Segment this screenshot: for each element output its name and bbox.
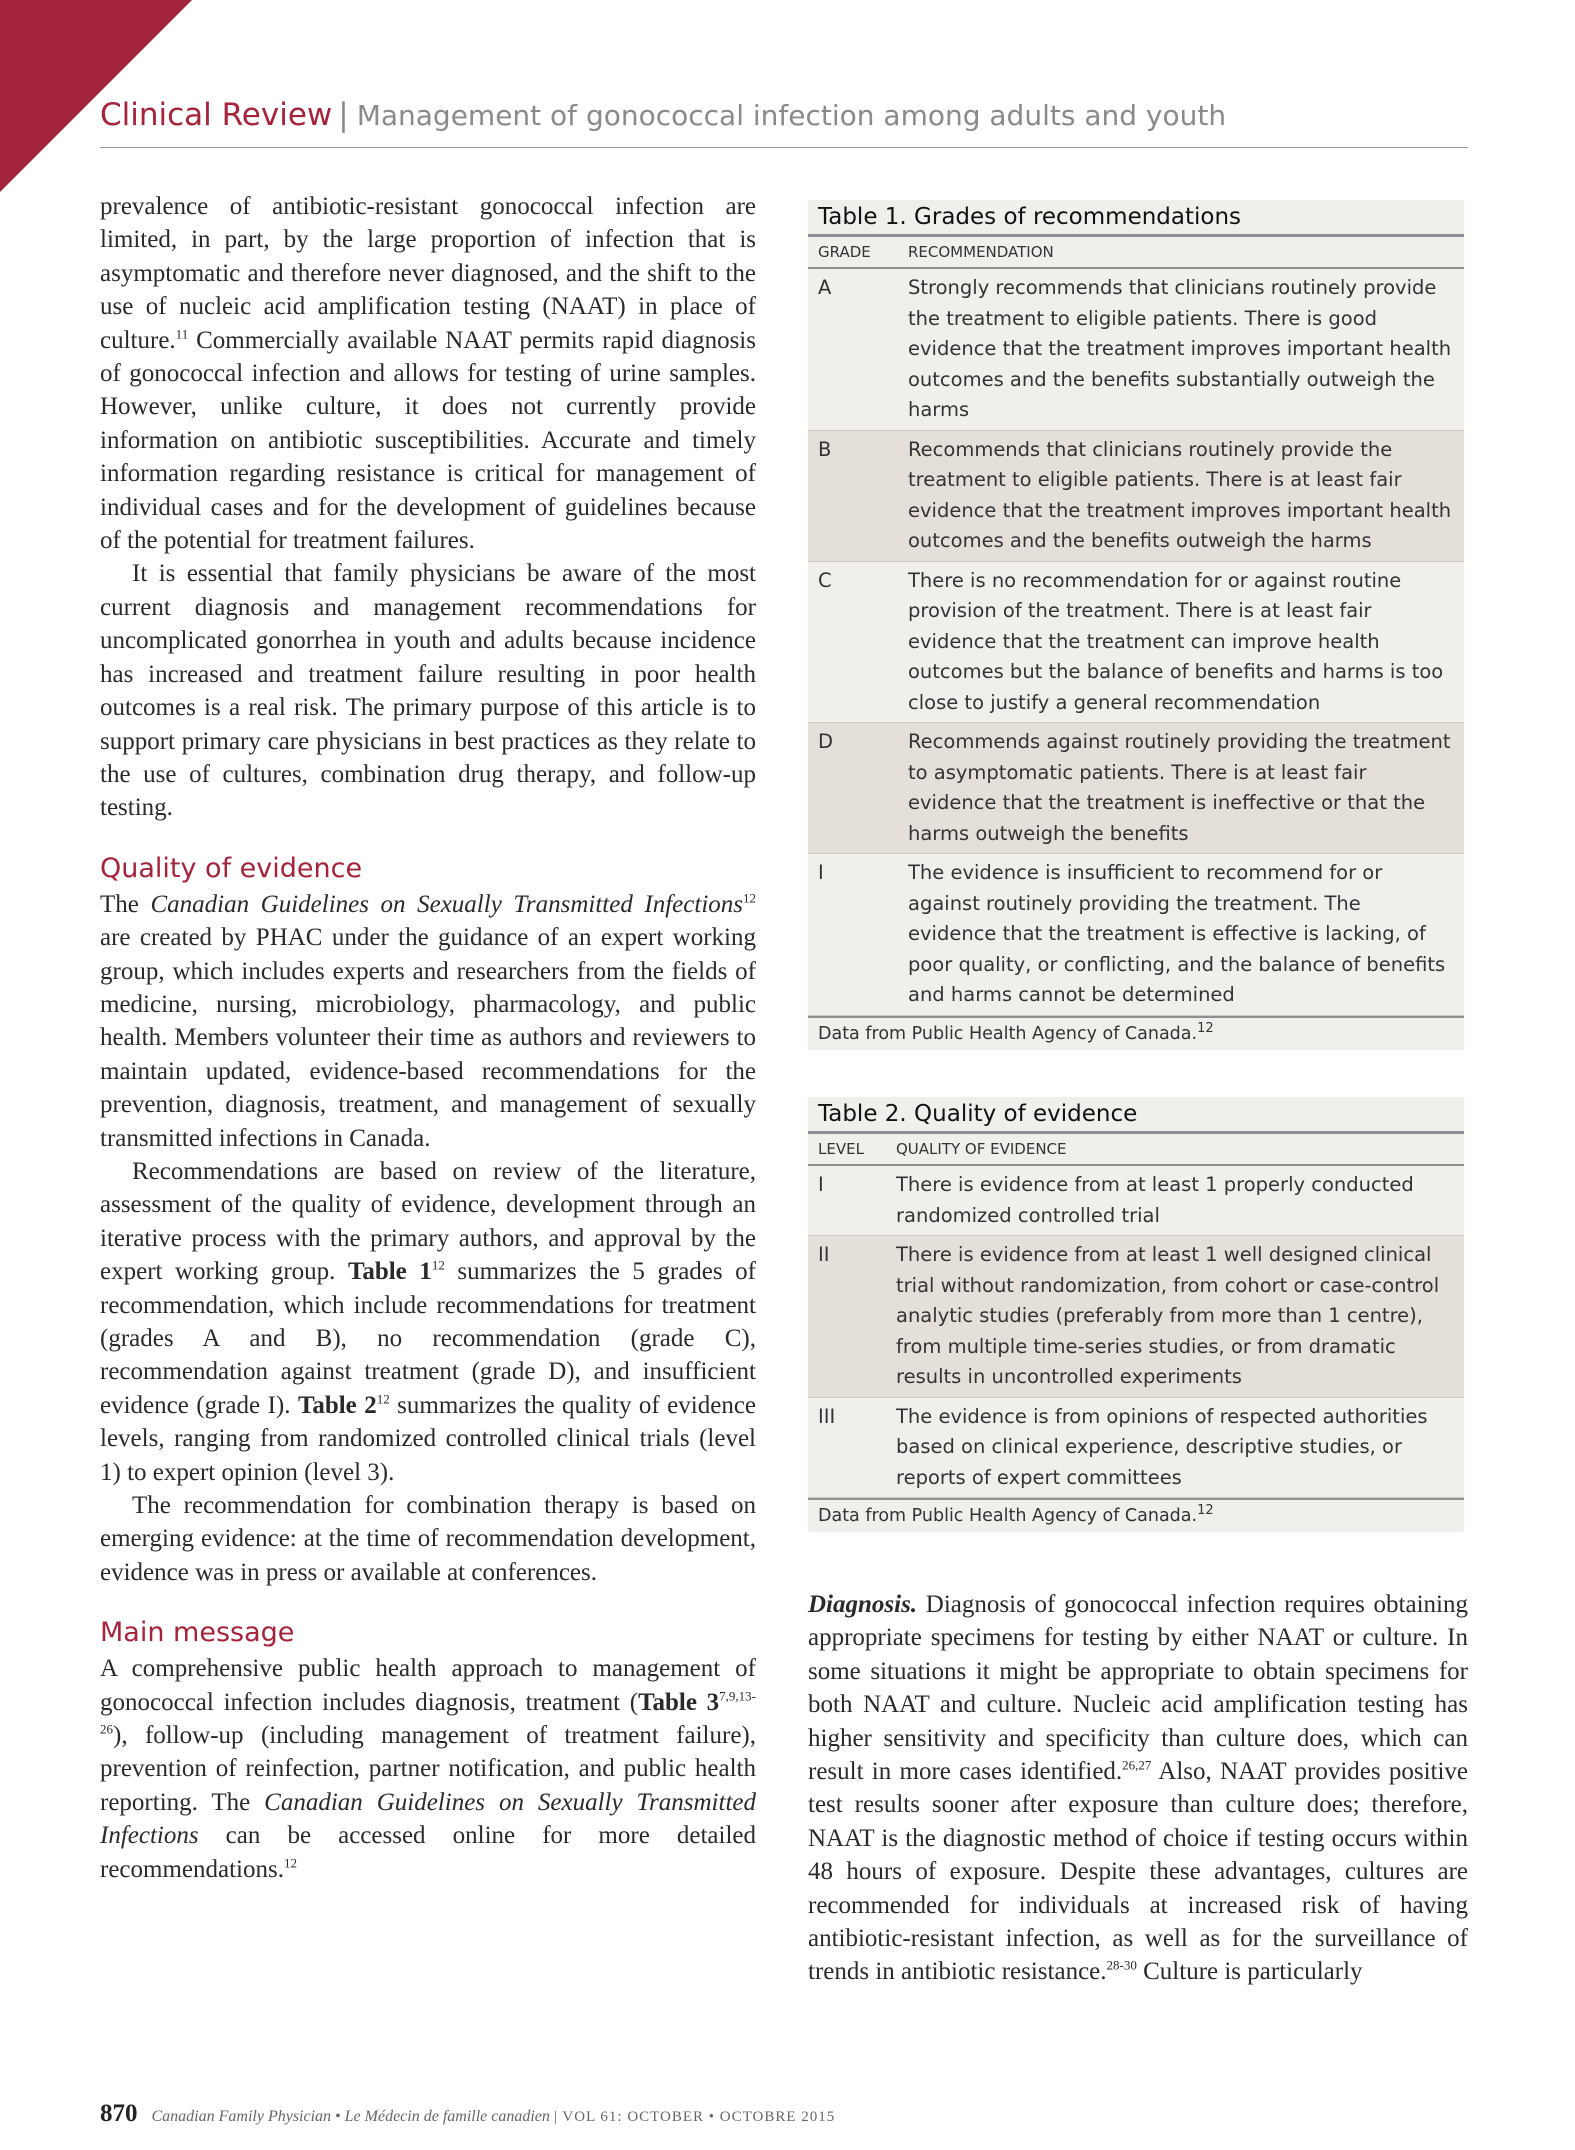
table1-header-row (808, 237, 1464, 269)
article-title: Management of gonococcal infection among adults and youth (356, 99, 1227, 132)
paragraph-diagnosis: Diagnosis. Diagnosis of gonococcal infection requires obtaining appropriate specimens for testing by either NAAT or culture. In some situations it might be appropriate to obtain specimens for both NAAT and culture. Nucleic acid amplification testing has higher sensitivity and specificity than culture does, which can result in more cases identified.$^{26,27}$ Also, NAAT provides positive test results sooner after exposure than culture does; therefore, NAAT is the diagnostic method of choice if testing occurs within 48 hours of exposure. Despite these advantages, cultures are recommended for individuals at increased risk of having antibiotic-resistant infection, as well as for the surveillance of trends in antibiotic resistance.$^{28-30}$ Culture is particularly (808, 1591, 1468, 1986)
diagnosis-run-in-heading: Diagnosis. (808, 1591, 918, 1618)
paragraph-guidelines: The Canadian Guidelines on Sexually Transmitted Infections$^{12}$ are created by PHAC under the guidance of an expert working group, which includes experts and researchers from the fields of medicine, nursing, microbiology, pharmacology, and public health. Members volunteer their time as authors and reviewers to maintain updated, evidence-based recommendations for the prevention, diagnosis, treatment, and management of sexually transmitted infections in Canada. (100, 890, 756, 1152)
table1-reference-link[interactable]: Table 1 (347, 1258, 432, 1286)
volume-info: | VOL 61: OCTOBER • OCTOBRE 2015 (553, 2109, 836, 2125)
table3-reference-link[interactable]: Table 3 (638, 1688, 720, 1716)
table2-col-quality: QUALITY OF EVIDENCE (896, 1140, 1067, 1158)
table-row: B Recommends that clinicians routinely provide the treatment to eligible patients. There is at least fair evidence that the treatment improves important health outcomes and the benefits outweigh the harms (808, 431, 1464, 562)
table2-source-note: Data from Public Health Agency of Canada.$^{12}$ (808, 1498, 1464, 1532)
paragraph-recommendations: Recommendations are based on review of the literature, assessment of the quality of evidence, development through an iterative process with the primary authors, and approval by the expert working group. Table 1$^{12}$ summarizes the 5 grades of recommendation, which include recommendations for treatment (grades A and B), no recommendation (grade C), recommendation against treatment (grade D), and insufficient evidence (grade I). Table 2$^{12}$ summarizes the quality of evidence levels, ranging from randomized controlled clinical trials (level 1) to expert opinion (level 3). (100, 1157, 757, 1486)
right-column-text (808, 1588, 1468, 1989)
table1-col-grade: GRADE (818, 243, 871, 261)
table2-header-row (808, 1134, 1464, 1166)
heading-quality-of-evidence: Quality of evidence (100, 852, 363, 884)
table2-reference-link[interactable]: Table 2 (297, 1391, 377, 1419)
table-row: II There is evidence from at least 1 well designed clinical trial without randomization, from cohort or case-control analytic studies (preferably from more than 1 centre), from multiple time-series studies, or from dramatic results in uncontrolled experiments (808, 1236, 1464, 1398)
left-column (100, 190, 756, 1886)
section-label: Clinical Review (100, 97, 333, 133)
page-footer (100, 2100, 835, 2128)
running-header (100, 97, 1468, 148)
table-row: C There is no recommendation for or against routine provision of the treatment. There is at least fair evidence that the treatment can improve health outcomes but the balance of benefits and harms is too close to justify a general recommendation (808, 562, 1464, 724)
heading-main-message: Main message (100, 1617, 295, 1649)
table2-caption: Table 2. Quality of evidence (808, 1097, 1464, 1134)
page-number: 870 (100, 2100, 138, 2127)
table-row: I There is evidence from at least 1 properly conducted randomized controlled trial (808, 1166, 1464, 1236)
paragraph-purpose: It is essential that family physicians be aware of the most current diagnosis and management recommendations for uncomplicated gonorrhea in youth and adults because incidence has increased and treatment failure resulting in poor health outcomes is a real risk. The primary purpose of this article is to support primary care physicians in best practices as they relate to the use of cultures, combination drug therapy, and follow-up testing. (100, 560, 756, 822)
table-row: A Strongly recommends that clinicians routinely provide the treatment to eligible patients. There is good evidence that the treatment improves important health outcomes and the benefits substantially outweigh the harms (808, 269, 1464, 431)
table-quality-of-evidence (808, 1097, 1464, 1532)
table2-col-level: LEVEL (818, 1140, 864, 1158)
paragraph-combination-therapy: The recommendation for combination therapy is based on emerging evidence: at the time of recommendation development, evidence was in press or available at conferences. (100, 1492, 756, 1586)
journal-name: Canadian Family Physician • Le Médecin de famille canadien (151, 2108, 550, 2125)
table-row: III The evidence is from opinions of respected authorities based on clinical experience, descriptive studies, or reports of expert committees (808, 1398, 1464, 1499)
header-separator: | (338, 97, 349, 133)
table1-col-recommendation: RECOMMENDATION (908, 243, 1054, 261)
table-row: I The evidence is insufficient to recommend for or against routinely providing the treatment. The evidence that the treatment is effective is lacking, of poor quality, or conflicting, and the balance of benefits and harms cannot be determined (808, 854, 1464, 1016)
table-grades-of-recommendations (808, 200, 1464, 1050)
table1-source-note: Data from Public Health Agency of Canada.$^{12}$ (808, 1016, 1464, 1050)
table-row: D Recommends against routinely providing the treatment to asymptomatic patients. There is at least fair evidence that the treatment is ineffective or that the harms outweigh the benefits (808, 723, 1464, 854)
corner-decoration (0, 0, 192, 192)
table1-caption: Table 1. Grades of recommendations (808, 200, 1464, 237)
paragraph-main-message: A comprehensive public health approach to management of gonococcal infection includes diagnosis, treatment (Table 3$^{7,9,13-26}$), follow-up (including management of treatment failure), prevention of reinfection, partner notification, and public health reporting. The Canadian Guidelines on Sexually Transmitted Infections can be accessed online for more detailed recommendations.$^{12}$ (100, 1655, 756, 1883)
paragraph-intro: prevalence of antibiotic-resistant gonococcal infection are limited, in part, by the large proportion of infection that is asymptomatic and therefore never diagnosed, and the shift to the use of nucleic acid amplification testing (NAAT) in place of culture.$^{11}$ Commercially available NAAT permits rapid diagnosis of gonococcal infection and allows for testing of urine samples. However, unlike culture, it does not currently provide information on antibiotic susceptibilities. Accurate and timely information regarding resistance is critical for management of individual cases and for the development of guidelines because of the potential for treatment failures. (100, 193, 756, 555)
